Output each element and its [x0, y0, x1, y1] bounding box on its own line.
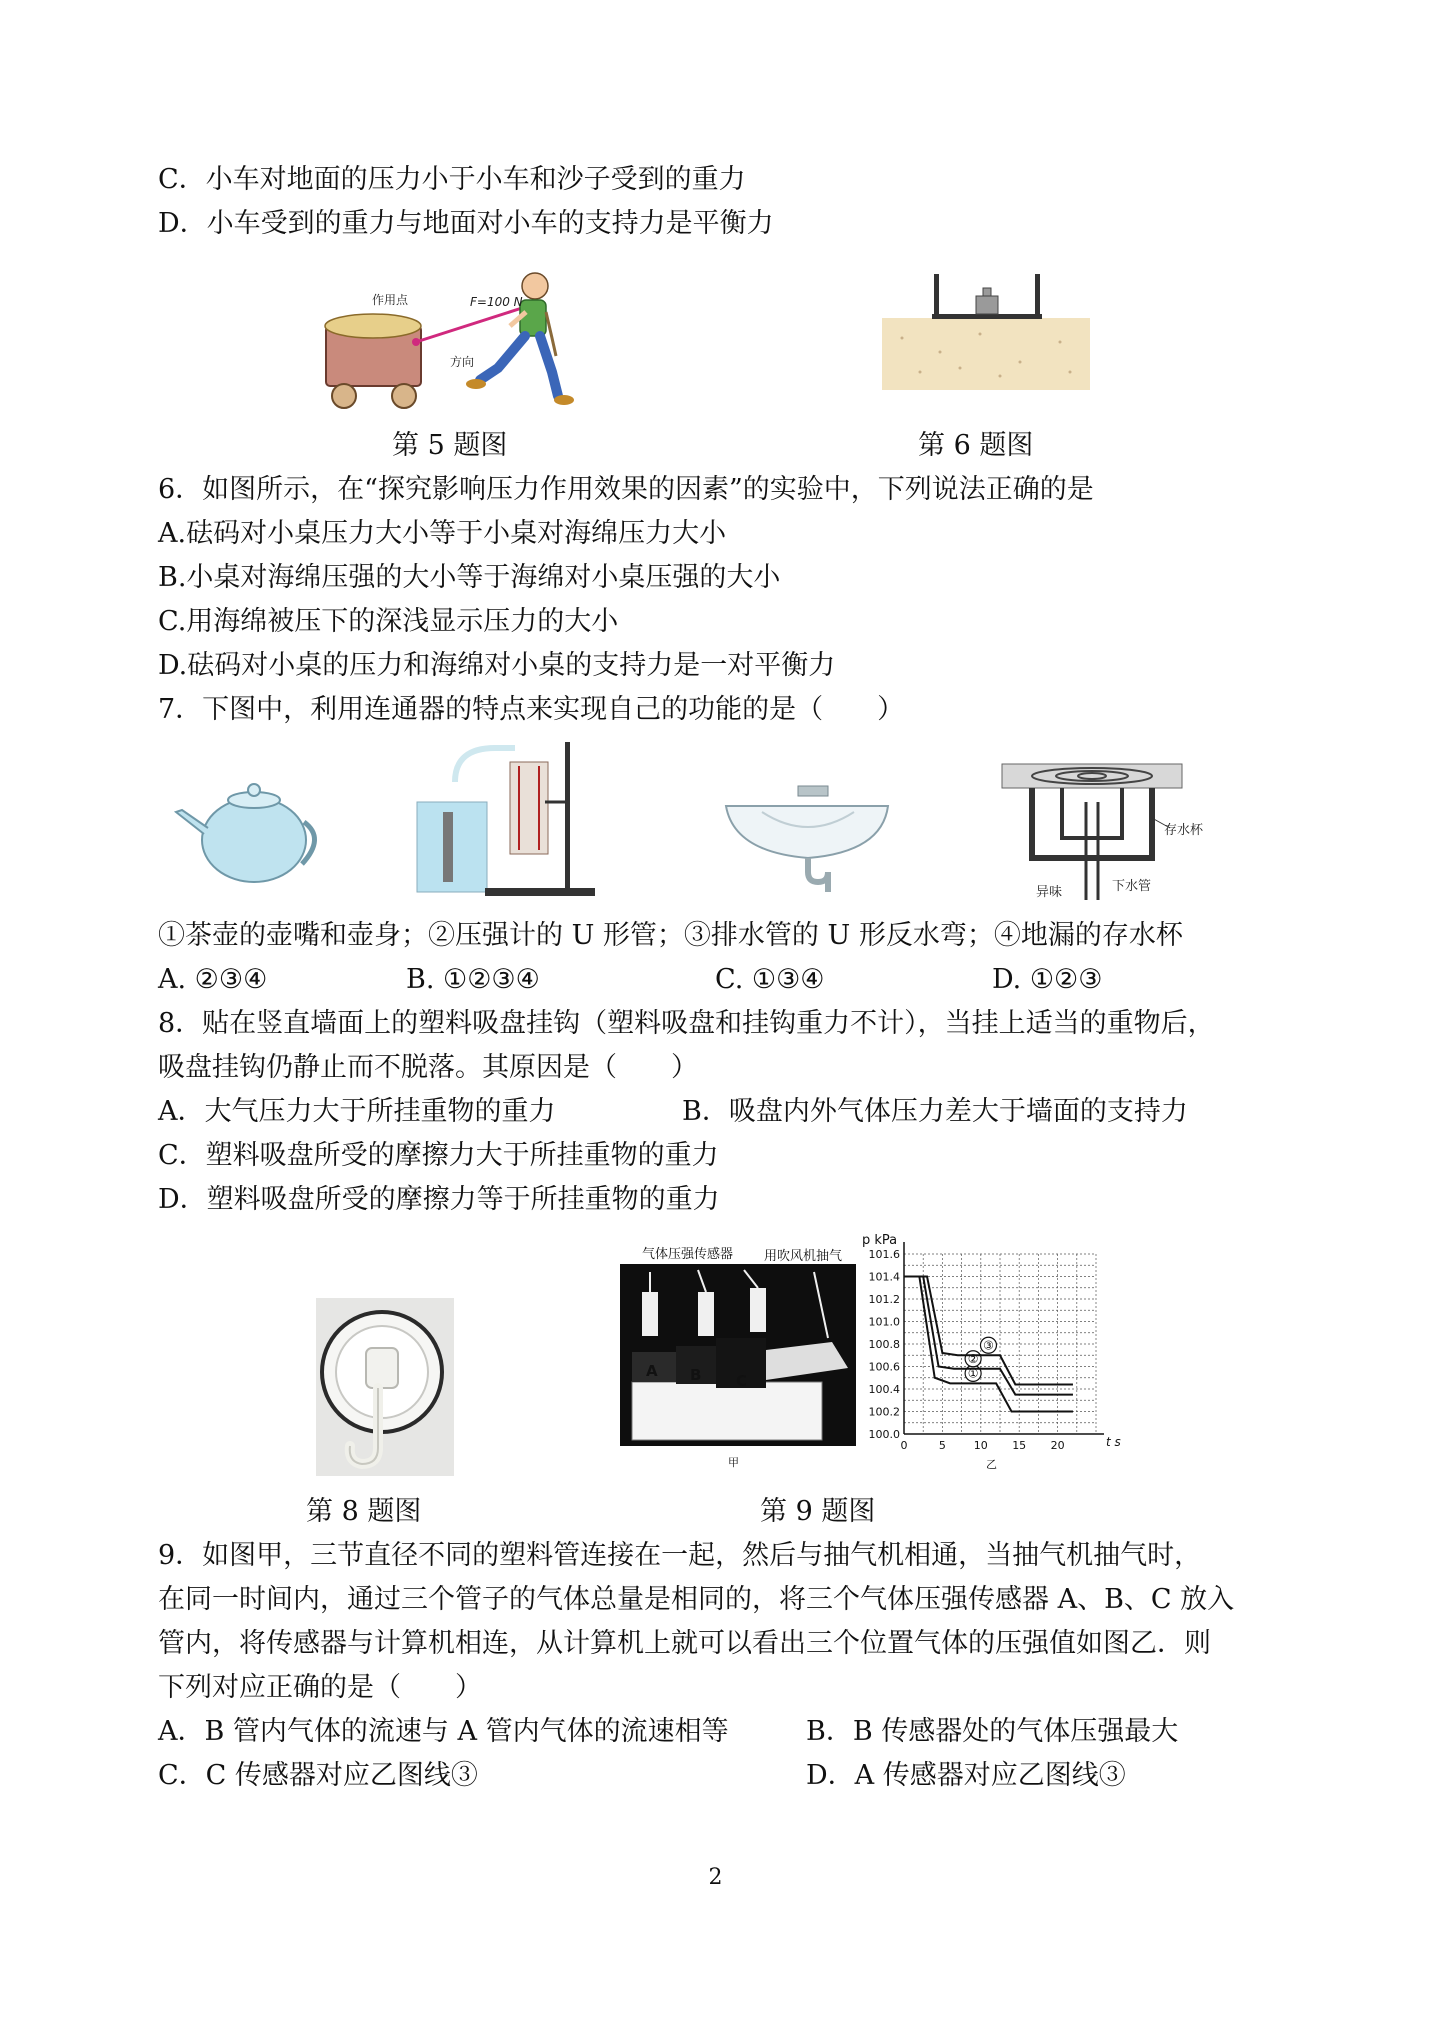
floor-drain-label-smell: 异味 — [1036, 885, 1063, 900]
x-tick-label: 15 — [1012, 1439, 1027, 1452]
q9-stem-line2: 在同一时间内，通过三个管子的气体总量是相同的，将三个气体压强传感器 A、B、C 放入 — [158, 1584, 1235, 1615]
suction-hook-image — [316, 1298, 454, 1476]
series-label: ③ — [983, 1338, 994, 1353]
fig9-pipe-c-label: C — [736, 1372, 748, 1390]
q9-option-b: B．B 传感器处的气体压强最大 — [806, 1716, 1179, 1747]
floor-drain-label-cup: 存水杯 — [1164, 823, 1204, 838]
fig9-pipe-b-label: B — [690, 1366, 702, 1384]
fig9-sensor-label: 气体压强传感器 — [642, 1247, 734, 1262]
sink-image — [722, 772, 892, 892]
chart-y-axis-label: p kPa — [862, 1233, 898, 1248]
fig9-left-sublabel: 甲 — [728, 1456, 739, 1469]
fig5-label-force: F=100 N — [470, 295, 523, 309]
y-tick-label: 100.8 — [868, 1338, 900, 1351]
figure-5-cart — [320, 268, 600, 418]
chart-series — [904, 1277, 1073, 1412]
series-line — [904, 1277, 1073, 1395]
figure-9-pressure-chart — [860, 1232, 1130, 1482]
series-label: ② — [967, 1351, 979, 1366]
q9-stem-line4: 下列对应正确的是（ ） — [158, 1672, 482, 1703]
chart-x-ticks — [901, 1439, 1065, 1452]
figure-9-caption: 第 9 题图 — [760, 1496, 876, 1527]
q9-option-c: C．C 传感器对应乙图线③ — [158, 1760, 478, 1791]
figure-8-caption: 第 8 题图 — [306, 1496, 422, 1527]
chart-y-ticks — [869, 1248, 901, 1441]
q8-option-d: D．塑料吸盘所受的摩擦力等于所挂重物的重力 — [158, 1184, 720, 1215]
figure-5-caption: 第 5 题图 — [392, 430, 508, 461]
q8-option-a: A．大气压力大于所挂重物的重力 — [158, 1096, 556, 1127]
y-tick-label: 101.6 — [868, 1248, 900, 1261]
q7-stem: 7．下图中，利用连通器的特点来实现自己的功能的是（ ） — [158, 694, 905, 725]
y-tick-label: 101.0 — [868, 1315, 900, 1329]
figure-6-caption: 第 6 题图 — [918, 430, 1034, 461]
pressure-gauge-image — [415, 742, 605, 902]
q6-option-b: B.小桌对海绵压强的大小等于海绵对小桌压强的大小 — [158, 562, 781, 593]
q6-stem: 6．如图所示，在“探究影响压力作用效果的因素”的实验中，下列说法正确的是 — [158, 474, 1094, 505]
q9-option-a: A．B 管内气体的流速与 A 管内气体的流速相等 — [158, 1716, 729, 1747]
y-tick-label: 101.2 — [868, 1293, 900, 1306]
x-tick-label: 10 — [973, 1439, 988, 1452]
y-tick-label: 100.0 — [868, 1428, 900, 1441]
page-number: 2 — [708, 1865, 723, 1890]
y-tick-label: 100.2 — [868, 1405, 900, 1419]
q6-option-d: D.砝码对小桌的压力和海绵对小桌的支持力是一对平衡力 — [158, 650, 836, 681]
q8-stem-line2: 吸盘挂钩仍静止而不脱落。其原因是（ ） — [158, 1052, 698, 1083]
q7-option-a: A. ②③④ — [158, 964, 268, 995]
floor-drain-label-pipe: 下水管 — [1112, 879, 1152, 894]
q5-option-d: D．小车受到的重力与地面对小车的支持力是平衡力 — [158, 208, 774, 239]
x-tick-label: 5 — [938, 1439, 946, 1452]
y-tick-label: 100.4 — [868, 1383, 900, 1396]
y-tick-label: 100.6 — [868, 1360, 900, 1374]
chart-x-axis-label: t s — [1106, 1435, 1121, 1449]
q6-option-a: A.砝码对小桌压力大小等于小桌对海绵压力大小 — [158, 518, 727, 549]
series-label: ① — [967, 1366, 979, 1381]
fig5-label-point: 作用点 — [372, 293, 409, 307]
q5-option-c: C．小车对地面的压力小于小车和沙子受到的重力 — [158, 164, 746, 195]
x-tick-label: 20 — [1050, 1439, 1065, 1452]
q8-option-c: C．塑料吸盘所受的摩擦力大于所挂重物的重力 — [158, 1140, 719, 1171]
q7-option-c: C. ①③④ — [715, 964, 825, 995]
x-tick-label: 0 — [900, 1439, 908, 1452]
q7-option-b: B. ①②③④ — [406, 964, 540, 995]
fig9-pipe-a-label: A — [646, 1362, 658, 1380]
teapot-image — [172, 772, 322, 887]
q7-items: ①茶壶的壶嘴和壶身；②压强计的 U 形管；③排水管的 U 形反水弯；④地漏的存水杯 — [158, 920, 1183, 951]
q8-stem-line1: 8．贴在竖直墙面上的塑料吸盘挂钩（塑料吸盘和挂钩重力不计），当挂上适当的重物后， — [158, 1008, 1215, 1039]
fig5-label-direction: 方向 — [450, 355, 475, 369]
q9-stem-line1: 9．如图甲，三节直径不同的塑料管连接在一起，然后与抽气机相通，当抽气机抽气时， — [158, 1540, 1202, 1571]
floor-drain-image — [1000, 762, 1220, 900]
y-tick-label: 101.4 — [868, 1270, 900, 1284]
q9-stem-line3: 管内，将传感器与计算机相连，从计算机上就可以看出三个位置气体的压强值如图乙．则 — [158, 1628, 1211, 1659]
fig9-blower-label: 用吹风机抽气 — [764, 1249, 843, 1264]
q6-option-c: C.用海绵被压下的深浅显示压力的大小 — [158, 606, 619, 637]
q7-option-d: D. ①②③ — [992, 964, 1103, 995]
chart-sublabel: 乙 — [986, 1458, 997, 1471]
figure-6-sponge-table — [880, 272, 1095, 392]
q9-option-d: D．A 传感器对应乙图线③ — [806, 1760, 1126, 1791]
q8-option-b: B．吸盘内外气体压力差大于墙面的支持力 — [682, 1096, 1188, 1127]
figure-9-apparatus — [618, 1242, 858, 1472]
